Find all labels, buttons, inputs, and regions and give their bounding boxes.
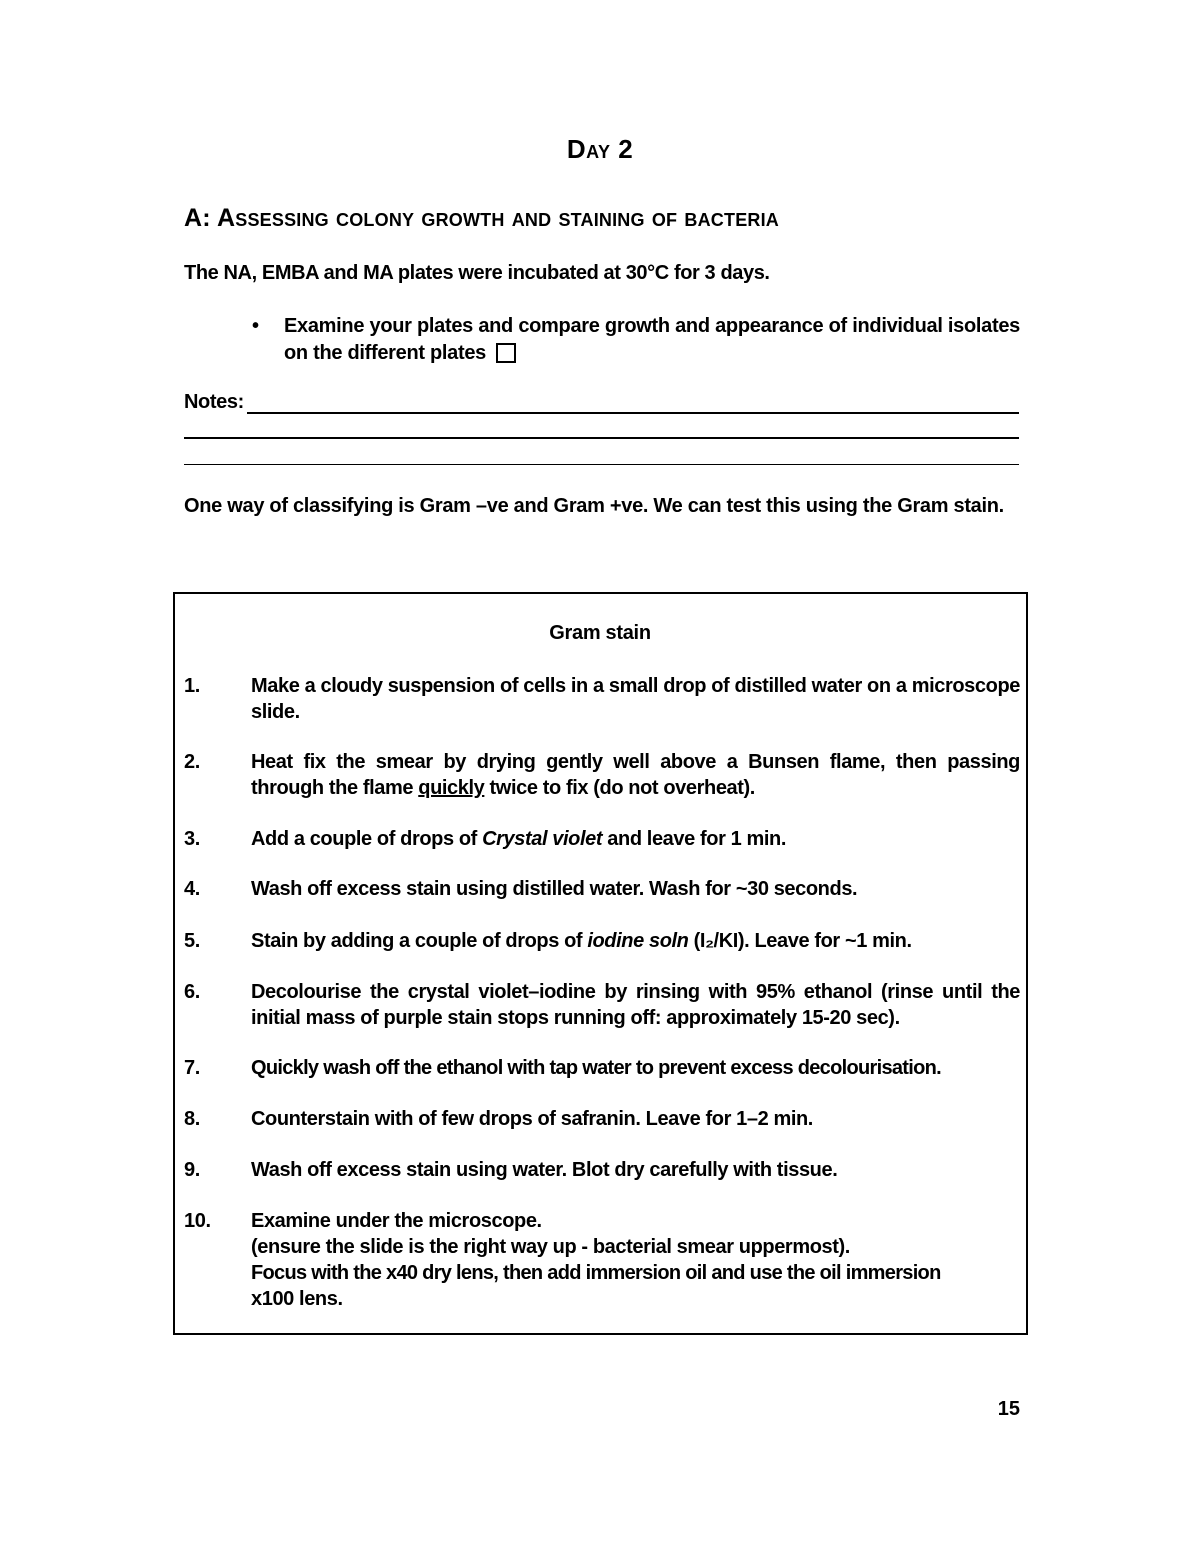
- step-line: Focus with the x40 dry lens, then add immersion oil and use the oil immersion: [251, 1262, 941, 1284]
- gram-step: [184, 1106, 1020, 1132]
- classify-paragraph: One way of classifying is Gram –ve and Gram +ve. We can test this using the Gram stain.: [184, 495, 1004, 517]
- step-number: 2.: [184, 751, 200, 773]
- notes-line[interactable]: [184, 437, 1019, 439]
- notes-line[interactable]: [247, 412, 1019, 414]
- step-text: Counterstain with of few drops of safranin. Leave for 1–2 min.: [251, 1108, 813, 1130]
- bullet-text-block: [284, 313, 1020, 367]
- step-text: Make a cloudy suspension of cells in a small drop of distilled water on a microscope slide.: [251, 675, 1020, 723]
- day-title: Day 2: [566, 134, 634, 164]
- gram-stain-title: Gram stain: [549, 622, 651, 644]
- gram-step: [184, 876, 1020, 902]
- step-line: x100 lens.: [251, 1288, 343, 1310]
- gram-step: [184, 826, 1020, 852]
- step-number: 8.: [184, 1108, 200, 1130]
- step-number: 9.: [184, 1159, 200, 1181]
- step-text: Wash off excess stain using distilled water. Wash for ~30 seconds.: [251, 878, 858, 900]
- bullet-dot-icon: •: [252, 315, 259, 337]
- notes-label: Notes:: [184, 391, 244, 413]
- step-number: 4.: [184, 878, 200, 900]
- step-number: 3.: [184, 828, 200, 850]
- step-text: [251, 749, 1020, 801]
- gram-step: [184, 928, 1020, 954]
- notes-line[interactable]: [184, 464, 1019, 465]
- gram-step: [184, 1055, 1020, 1081]
- step-italic-text: iodine soln: [587, 930, 689, 952]
- step-text-part: Stain by adding a couple of drops of: [251, 930, 588, 952]
- step-underlined-text: quickly: [418, 777, 485, 799]
- gram-step: [184, 749, 1020, 801]
- step-line: Examine under the microscope.: [251, 1210, 542, 1232]
- page-number: 15: [997, 1398, 1020, 1420]
- gram-step: [184, 673, 1020, 725]
- step-text: [251, 928, 1020, 954]
- gram-step: [184, 1157, 1020, 1183]
- step-number: 6.: [184, 981, 200, 1003]
- step-text: [251, 826, 1020, 852]
- step-number: 1.: [184, 675, 200, 697]
- step-text: Wash off excess stain using water. Blot dry carefully with tissue.: [251, 1159, 838, 1181]
- step-line: (ensure the slide is the right way up - bacterial smear uppermost).: [251, 1236, 850, 1258]
- intro-text: The NA, EMBA and MA plates were incubated at 30°C for 3 days.: [184, 262, 770, 284]
- section-title: A: Assessing colony growth and staining of bacteria: [184, 204, 779, 232]
- bullet-item: [252, 313, 1020, 367]
- step-text-part: and leave for 1 min.: [602, 828, 787, 850]
- gram-step: [184, 1208, 1020, 1312]
- step-italic-text: Crystal violet: [482, 828, 603, 850]
- step-number: 7.: [184, 1057, 200, 1079]
- step-text-part: twice to fix: [484, 777, 594, 799]
- checkbox[interactable]: [496, 343, 516, 363]
- bullet-text: Examine your plates and compare growth and appearance of individual isolates on the different plates: [284, 315, 1020, 364]
- step-number: 5.: [184, 930, 200, 952]
- step-text-part: Add a couple of drops of: [251, 828, 483, 850]
- step-number: 10.: [184, 1210, 211, 1232]
- step-text: Decolourise the crystal violet–iodine by rinsing with 95% ethanol (rinse until the initial mass of purple stain stops running off: approximately 15-20 sec).: [251, 981, 1020, 1029]
- step-text: Quickly wash off the ethanol with tap water to prevent excess decolourisation.: [251, 1057, 942, 1079]
- step-emphasis-text: (do not overheat).: [593, 777, 755, 799]
- step-text-part: (I₂/KI). Leave for ~1 min.: [688, 930, 912, 952]
- gram-step: [184, 979, 1020, 1031]
- step-text-part: Heat fix the smear by drying gently well above a Bunsen flame, then passing through the flame: [251, 751, 1020, 799]
- step-text: [251, 1208, 1020, 1312]
